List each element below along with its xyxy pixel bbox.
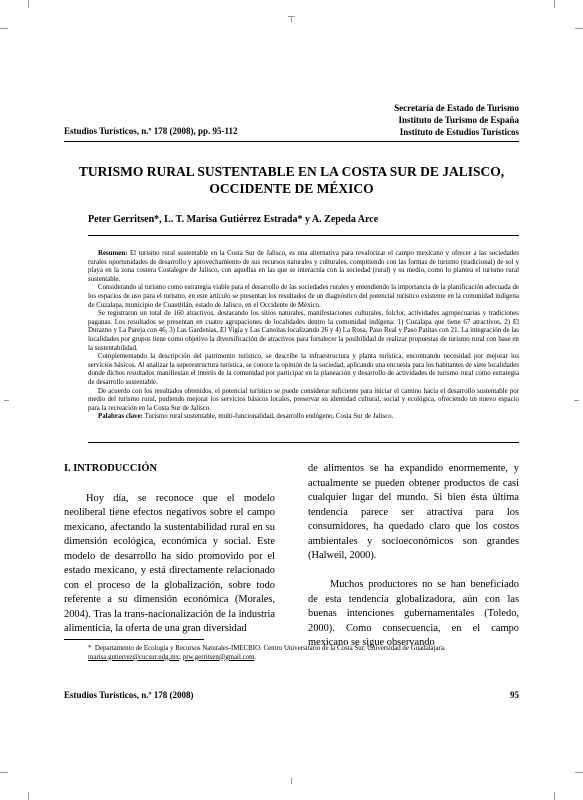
crop-mark: [288, 16, 295, 17]
body-paragraph: Hoy día, se reconoce que el modelo neoliberal tiene efectos negativos sobre el campo mexicano, afectando la sustentabilidad rural en su dimensión ecológica, económica y social. Este modelo de desarrollo ha sido promovido por el estado mexicano, y está directamente relacionado con el proceso de la globalización, sobre todo referente a su dimensión económica (Morales, 2004). Tras la trans-nacionalización de la industria alimenticia, la oferta de una gran diversidad: [64, 492, 275, 634]
journal-reference: Estudios Turísticos, n.º 178 (2008), pp. 95-112: [64, 126, 238, 136]
email-link[interactable]: marisa.gutierrez@cucsur.udg.mx: [88, 653, 180, 661]
abstract-paragraph: Complementando la descripción del patrimonio turístico, se describe la infraestructura y planta turística, encontrando necesidad por mejorar los servicios básicos. Al analizar la superestructura turística, se conoce la opinión de la sociedad, aplicando una encuesta para los habitantes de siete localidades donde dichos resultados manifiestan el interés de la comunidad por participar en la planeación y desarrollo de actividades de turismo rural como estrategia de desarrollo sustentable.: [88, 353, 519, 386]
crop-mark: [554, 792, 555, 800]
email-link[interactable]: prw.gerritsen@gmail.com: [182, 653, 255, 661]
abstract-paragraph: Considerando al turismo como estrategia viable para el desarrollo de las sociedades rurales y entendiendo la importancia de la planificación adecuada de los espacios de uso para el turismo, en este artículo se presentan los resultados de un diagnóstico del potencial turístico existente en la comunidad indígena de Cuzalapa, municipio de Cuautitlán, estado de Jalisco, en el Occidente de México.: [88, 284, 519, 309]
publisher-line: Instituto de Turismo de España: [398, 115, 519, 125]
title-line: TURISMO RURAL SUSTENTABLE EN LA COSTA SUR DE JALISCO,: [78, 164, 505, 179]
page-number: 95: [510, 690, 519, 700]
footnote-rule: [64, 639, 204, 640]
crop-mark: [554, 0, 555, 8]
body-column-right: [308, 462, 519, 651]
footer-journal: Estudios Turísticos, n.º 178 (2008): [64, 690, 194, 700]
body-paragraph: Muchos productores no se han beneficiado de esta tendencia globalizadora, aún con las buenas intenciones gubernamentales (Toledo, 2000). Como consecuencia, en el campo mexicano se sigue observando: [308, 579, 519, 648]
publisher-line: Instituto de Estudios Turísticos: [399, 127, 519, 137]
crop-mark: [291, 778, 292, 784]
header-rule: [64, 141, 519, 142]
abstract: [88, 250, 519, 422]
body-column-left: [64, 462, 275, 637]
crop-mark: [0, 772, 8, 773]
abstract-label: Resumen:: [98, 250, 128, 257]
footnote: * Departamento de Ecología y Recursos Naturales-IMECBIO. Centro Universitario de la Costa Sur. Universidad de Guadalajara. marisa.gutierrez@cucsur.udg.mx; prw.gerritsen@gmail.com.: [88, 645, 446, 661]
publisher-block: [394, 102, 519, 138]
footnote-mark: *: [88, 645, 92, 652]
crop-mark: [575, 28, 583, 29]
crop-mark: [574, 400, 579, 401]
abstract-paragraph: Resumen: El turismo rural sustentable en la Costa Sur de Jalisco, es una alternativa para revalorizar el campo mexicano y ofrecer a las sociedades rurales oportunidades de desarrollo y aprovechamiento de sus recursos naturales y culturales, compitiendo con las formas de turismo (tradicional) de sol y playa en la zona costera Costalegre de Jalisco, con aquellas en las que se interactúa con la sociedad (rural) y su medio, como lo plantea el turismo rural sustentable.: [88, 250, 519, 283]
footnote-text: Departamento de Ecología y Recursos Naturales-IMECBIO. Centro Universitario de la Costa Sur. Universidad de Guadalajara.: [94, 645, 446, 652]
abstract-bottom-rule: [88, 442, 519, 443]
abstract-paragraph: De acuerdo con los resultados obtenidos, el potencial turístico se puede considerar suficiente para iniciar el camino hacia el desarrollo sustentable por medio del turismo rural, pudiendo mejorar los servicios básicos locales, preservar su identidad cultural, social y ecológica, ofreciendo un nuevo espacio para la recreación en la Costa Sur de Jalisco.: [88, 387, 519, 412]
section-heading: I. INTRODUCCIÓN: [64, 463, 157, 474]
crop-mark: [575, 772, 583, 773]
keywords-label: Palabras clave:: [98, 413, 143, 421]
body-paragraph: de alimentos se ha expandido enormemente, y actualmente se pueden obtener productos de casi cualquier lugar del mundo. Si bien ésta última tendencia parece ser atractiva para los consumidores, ha quedado claro que los costos ambientales y socioeconómicos son grandes (Halweil, 2000).: [308, 463, 519, 561]
abstract-top-rule: [88, 235, 519, 236]
title-line: OCCIDENTE DE MÉXICO: [209, 181, 374, 196]
abstract-paragraph: Se registraron un total de 160 atractivos, destacando los sitios naturales, manifestaciones culturales, folclor, actividades agropecuarias y tradiciones paganas. Los resultados se presentan en cuatro agrupaciones de localidades dentro la comunidad indígena: 1) Cuzalapa que tiene 67 atractivos, 2) El Durazno y La Pareja con 46, 3) Las Gardenias, El Vigía y Las Canoitas localizando 26 y 4) La Rosa, Paso Real y Paso Patitas con 21. La integración de las localidades por grupos tiene como objetivo la diversificación de atractivos para fortalecer la posibilidad de realizar propuestas de turismo rural con base en la sustentabilidad.: [88, 310, 519, 352]
authors: Peter Gerritsen*, L. T. Marisa Gutiérrez Estrada* y A. Zepeda Arce: [88, 214, 379, 225]
article-title: [64, 163, 519, 197]
keywords: Palabras clave: Turismo rural sustentable, multi-funcionalidad, desarrollo endógeno, Costa Sur de Jalisco.: [98, 413, 394, 421]
crop-mark: [28, 0, 29, 8]
publisher-line: Secretaría de Estado de Turismo: [394, 103, 519, 113]
crop-mark: [0, 28, 8, 29]
crop-mark: [28, 792, 29, 800]
crop-mark: [4, 400, 9, 401]
